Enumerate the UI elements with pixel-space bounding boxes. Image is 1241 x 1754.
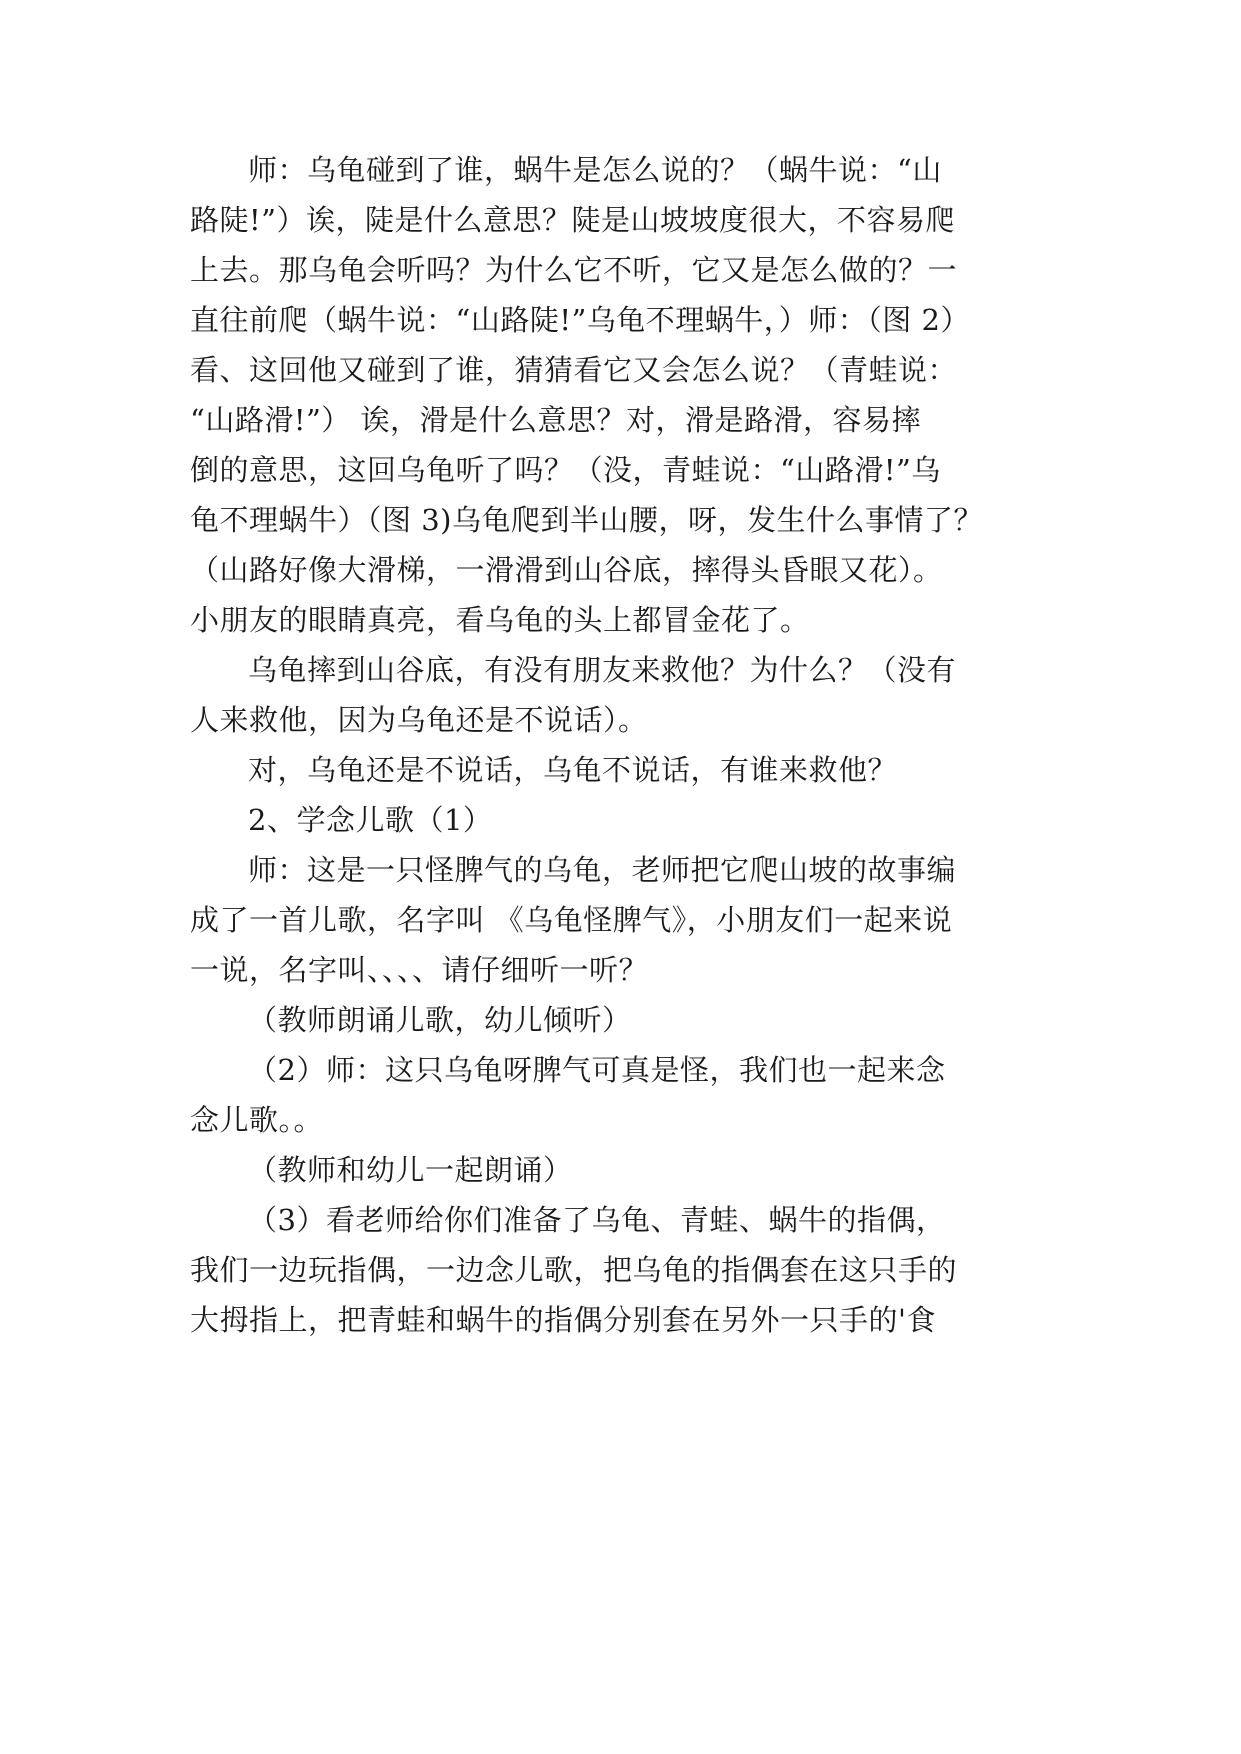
text-line: 2、学念儿歌（1） xyxy=(248,803,493,837)
text-line: 大拇指上，把青蛙和蜗牛的指偶分别套在另外一只手的'食 xyxy=(190,1303,936,1337)
text-line: 路陡!”）诶，陡是什么意思？陡是山坡坡度很大，不容易爬 xyxy=(190,203,955,237)
text-line: “山路滑!”） 诶，滑是什么意思？对，滑是路滑，容易摔 xyxy=(190,403,922,437)
text-line: 直往前爬（蜗牛说：“山路陡!”乌龟不理蜗牛，）师：（图 2） xyxy=(190,303,970,337)
text-line: 龟不理蜗牛）（图 3)乌龟爬到半山腰，呀，发生什么事情了？ xyxy=(190,503,983,537)
text-line: 师：乌龟碰到了谁，蜗牛是怎么说的？（蜗牛说：“山 xyxy=(248,153,942,187)
text-line: 我们一边玩指偶，一边念儿歌，把乌龟的指偶套在这只手的 xyxy=(190,1253,958,1287)
text-line: （2）师：这只乌龟呀脾气可真是怪，我们也一起来念 xyxy=(248,1053,946,1087)
text-line: （山路好像大滑梯，一滑滑到山谷底，摔得头昏眼又花）。 xyxy=(190,553,943,587)
text-line: 师：这是一只怪脾气的乌龟，老师把它爬山坡的故事编 xyxy=(248,853,957,887)
text-line: 一说，名字叫、、、、请仔细听一听？ xyxy=(190,953,649,987)
text-line: 倒的意思，这回乌龟听了吗？（没，青蛙说：“山路滑!”乌 xyxy=(190,453,941,487)
text-line: 对，乌龟还是不说话，乌龟不说话，有谁来救他？ xyxy=(248,753,898,787)
text-line: 小朋友的眼睛真亮，看乌龟的头上都冒金花了。 xyxy=(190,603,810,637)
text-line: 看、这回他又碰到了谁，猜猜看它又会怎么说？（青蛙说： xyxy=(190,353,958,387)
text-line: 念儿歌。。 xyxy=(190,1103,324,1137)
text-line: （3）看老师给你们准备了乌龟、青蛙、蜗牛的指偶， xyxy=(248,1203,946,1237)
text-line: 人来救他，因为乌龟还是不说话）。 xyxy=(190,703,648,737)
text-line: （教师朗诵儿歌，幼儿倾听） xyxy=(248,1003,632,1037)
text-line: （教师和幼儿一起朗诵） xyxy=(248,1153,573,1187)
text-line: 乌龟摔到山谷底，有没有朋友来救他？为什么？（没有 xyxy=(248,653,957,687)
text-line: 成了一首儿歌，名字叫 《乌龟怪脾气》，小朋友们一起来说 xyxy=(190,903,953,937)
text-line: 上去。那乌龟会听吗？为什么它不听，它又是怎么做的？一 xyxy=(190,253,958,287)
